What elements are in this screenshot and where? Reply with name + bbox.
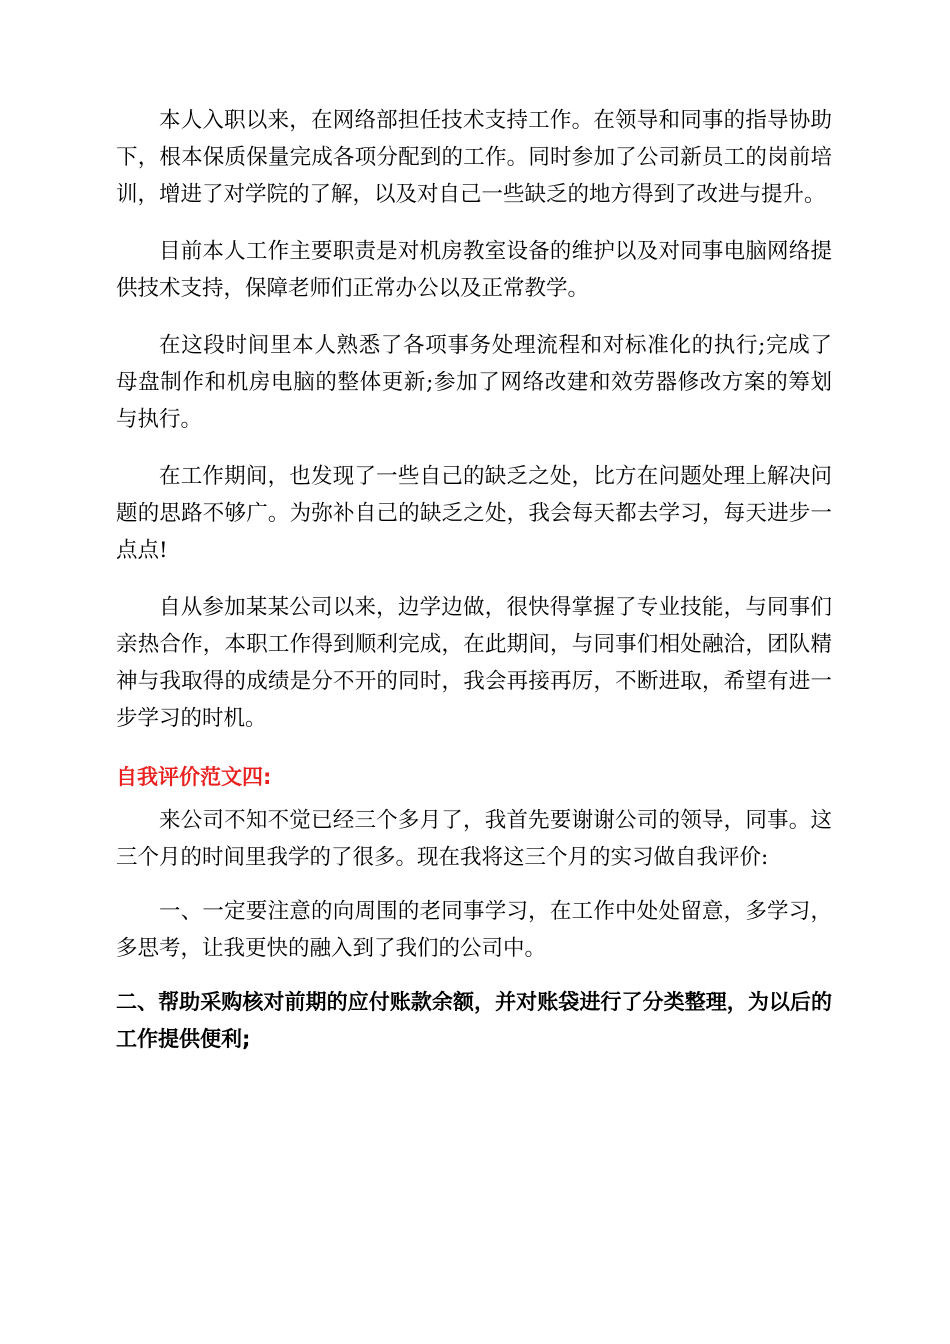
paragraph-intro: 本人入职以来，在网络部担任技术支持工作。在领导和同事的指导协助下，根本保质保量完成各项分配到的工作。同时参加了公司新员工的岗前培训，增进了对学院的了解，以及对自己一些缺乏的地方得到了改进与提升。: [116, 108, 832, 207]
paragraph-point-two: 二、帮助采购核对前期的应付账款余额，并对账袋进行了分类整理，为以后的工作提供便利;: [116, 990, 832, 1051]
paragraph-point-one: 一、一定要注意的向周围的老同事学习，在工作中处处留意，多学习，多思考，让我更快的融入到了我们的公司中。: [116, 899, 832, 961]
paragraph-duties: 目前本人工作主要职责是对机房教室设备的维护以及对同事电脑网络提供技术支持，保障老师们正常办公以及正常教学。: [116, 239, 832, 301]
paragraph-section-intro: 来公司不知不觉已经三个多月了，我首先要谢谢公司的领导，同事。这三个月的时间里我学的了很多。现在我将这三个月的实习做自我评价:: [116, 808, 832, 870]
paragraph-summary: 自从参加某某公司以来，边学边做，很快得掌握了专业技能，与同事们亲热合作，本职工作得到顺利完成，在此期间，与同事们相处融洽，团队精神与我取得的成绩是分不开的同时，我会再接再厉，不断进取，希望有进一步学习的时机。: [116, 595, 832, 731]
section-heading: 自我评价范文四:: [116, 765, 272, 789]
paragraph-shortcomings: 在工作期间，也发现了一些自己的缺乏之处，比方在问题处理上解决问题的思路不够广。为弥补自己的缺乏之处，我会每天都去学习，每天进步一点点!: [116, 464, 832, 563]
paragraph-achievements: 在这段时间里本人熟悉了各项事务处理流程和对标准化的执行;完成了母盘制作和机房电脑的整体更新;参加了网络改建和效劳器修改方案的筹划与执行。: [116, 333, 832, 432]
